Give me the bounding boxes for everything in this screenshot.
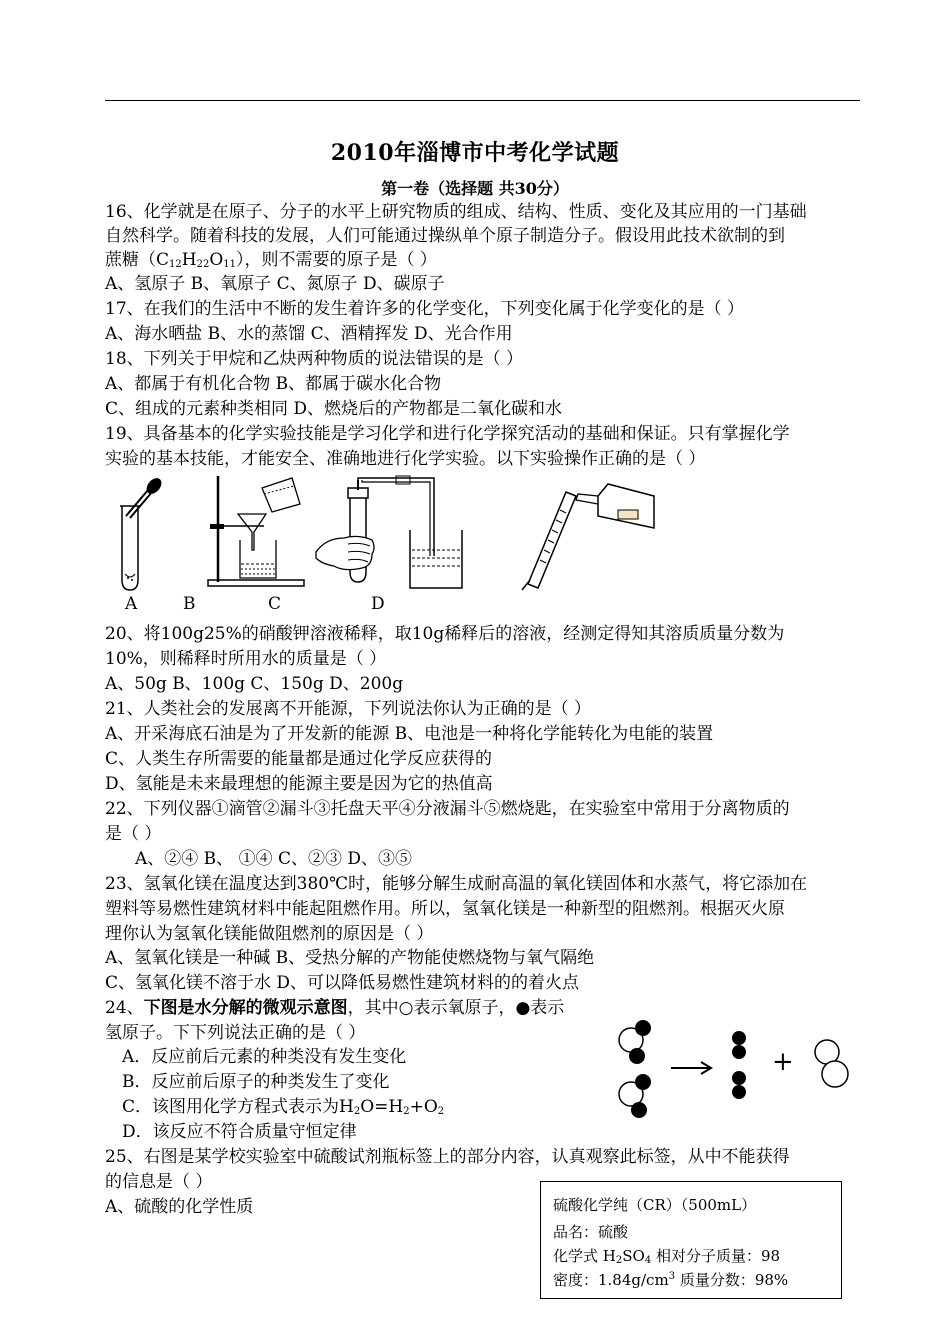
- q21-option-d: D、氢能是未来最理想的能源主要是因为它的热值高: [105, 774, 493, 794]
- q17-stem: 17、在我们的生活中不断的发生着许多的化学变化，下列变化属于化学变化的是（ ）: [105, 299, 745, 319]
- apparatus-label-b: B: [183, 594, 196, 614]
- q23-line-1: 23、氢氧化镁在温度达到380℃时，能够分解生成耐高温的氧化镁固体和水蒸气，将它添加在: [105, 874, 808, 894]
- q17-options: A、海水晒盐 B、水的蒸馏 C、酒精挥发 D、光合作用: [105, 324, 513, 344]
- q24-option-d: D．该反应不符合质量守恒定律: [122, 1122, 357, 1142]
- hydrogen-atom: [635, 1074, 651, 1090]
- section-title: 第一卷（选择题 共30分）: [381, 179, 569, 198]
- reagent-label-line-3: 化学式 $H_2SO_4$ 相对分子质量：98: [553, 1247, 781, 1266]
- q24-option-a: A．反应前后元素的种类没有发生变化: [122, 1047, 407, 1067]
- hydrogen-atom: [732, 1071, 746, 1085]
- q25-line-1: 25、右图是某学校实验室中硫酸试剂瓶标签上的部分内容，认真观察此标签，从中不能获得: [105, 1147, 790, 1167]
- q22-options: A、②④ B、 ①④ C、②③ D、③⑤: [135, 849, 413, 869]
- q19-line-2: 实验的基本技能，才能安全、准确地进行化学实验。以下实验操作正确的是（ ）: [105, 449, 706, 469]
- q19-line-1: 19、具备基本的化学实验技能是学习化学和进行化学探究活动的基础和保证。只有掌握化学: [105, 424, 790, 444]
- plus-sign: +: [772, 1047, 794, 1077]
- q21-option-c: C、人类生存所需要的能量都是通过化学反应获得的: [105, 749, 493, 769]
- hydrogen-atom: [732, 1031, 746, 1045]
- q16-line-2: 自然科学。随着科技的发展，人们可能通过操纵单个原子制造分子。假设用此技术欲制的到: [105, 226, 785, 246]
- q24-option-b: B．反应前后原子的种类发生了变化: [122, 1072, 390, 1092]
- q20-line-1: 20、将100g25%的硝酸钾溶液稀释，取10g稀释后的溶液，经测定得知其溶质质量分数为: [105, 624, 785, 644]
- hydrogen-atom: [732, 1085, 746, 1099]
- q22-line-1: 22、下列仪器①滴管②漏斗③托盘天平④分液漏斗⑤燃烧匙，在实验室中常用于分离物质的: [105, 799, 790, 819]
- apparatus-b-filtration: [200, 474, 310, 592]
- hydrogen-atom: [631, 1102, 647, 1118]
- q22-line-2: 是（ ）: [105, 824, 162, 844]
- q16-line-3: 蔗糖$(C_{12}H_{22}O_{11})$，则不需要的原子是（ ）: [105, 250, 437, 270]
- apparatus-label-d: D: [371, 594, 385, 614]
- q20-options: A、50g B、100g C、150g D、200g: [105, 674, 404, 694]
- q18-options-1: A、都属于有机化合物 B、都属于碳水化合物: [105, 374, 442, 394]
- q24-line-1: 24、下图是水分解的微观示意图，其中○表示氧原子，●表示: [105, 998, 565, 1018]
- q21-option-ab: A、开采海底石油是为了开发新的能源 B、电池是一种将化学能转化为电能的装置: [105, 724, 714, 744]
- header-rule: [105, 100, 860, 101]
- apparatus-label-a: A: [125, 594, 138, 614]
- reagent-label-line-4: 密度：$1.84g/cm^3$ 质量分数：98%: [553, 1271, 789, 1289]
- apparatus-c-airtightness: [314, 476, 474, 594]
- page-title: 2010年淄博市中考化学试题: [330, 140, 620, 166]
- q25-option-a: A、硫酸的化学性质: [105, 1197, 254, 1217]
- apparatus-d-pouring: [520, 476, 670, 594]
- q21-stem: 21、人类社会的发展离不开能源，下列说法你认为正确的是（ ）: [105, 699, 592, 719]
- q23-line-2: 塑料等易燃性建筑材料中能起阻燃作用。所以，氢氧化镁是一种新型的阻燃剂。根据灭火原: [105, 899, 785, 919]
- q23-line-3: 理你认为氢氧化镁能做阻燃剂的原因是（ ）: [105, 924, 434, 944]
- reagent-label: [540, 1181, 842, 1299]
- reagent-label-line-2: 品名：硫酸: [553, 1223, 629, 1241]
- q25-line-2: 的信息是（ ）: [105, 1172, 213, 1192]
- q23-options-2: C、氢氧化镁不溶于水 D、可以降低易燃性建筑材料的的着火点: [105, 973, 580, 993]
- q24-line-2: 氢原子。下下列说法正确的是（ ）: [105, 1023, 366, 1043]
- q16-line-1: 16、化学就是在原子、分子的水平上研究物质的组成、结构、性质、变化及其应用的一门基础: [105, 202, 807, 222]
- reagent-label-line-1: 硫酸化学纯（CR）（500mL）: [553, 1196, 757, 1214]
- water-decomposition-diagram: [605, 1016, 865, 1126]
- q24-option-c: C．该图用化学方程式表示为$H_2O=H_2+O_2$: [122, 1097, 445, 1117]
- q16-options: A、氢原子 B、氧原子 C、氮原子 D、碳原子: [105, 274, 445, 294]
- hydrogen-atom: [732, 1045, 746, 1059]
- q18-stem: 18、下列关于甲烷和乙炔两种物质的说法错误的是（ ）: [105, 349, 524, 369]
- apparatus-a-dropper: [108, 476, 168, 594]
- q23-options-1: A、氢氧化镁是一种碱 B、受热分解的产物能使燃烧物与氧气隔绝: [105, 948, 595, 968]
- oxygen-atom: [822, 1061, 848, 1087]
- apparatus-label-c: C: [268, 594, 282, 614]
- hydrogen-atom: [629, 1048, 645, 1064]
- q20-line-2: 10%，则稀释时所用水的质量是（ ）: [105, 649, 387, 669]
- hydrogen-atom: [635, 1020, 651, 1036]
- q18-options-2: C、组成的元素种类相同 D、燃烧后的产物都是二氧化碳和水: [105, 399, 563, 419]
